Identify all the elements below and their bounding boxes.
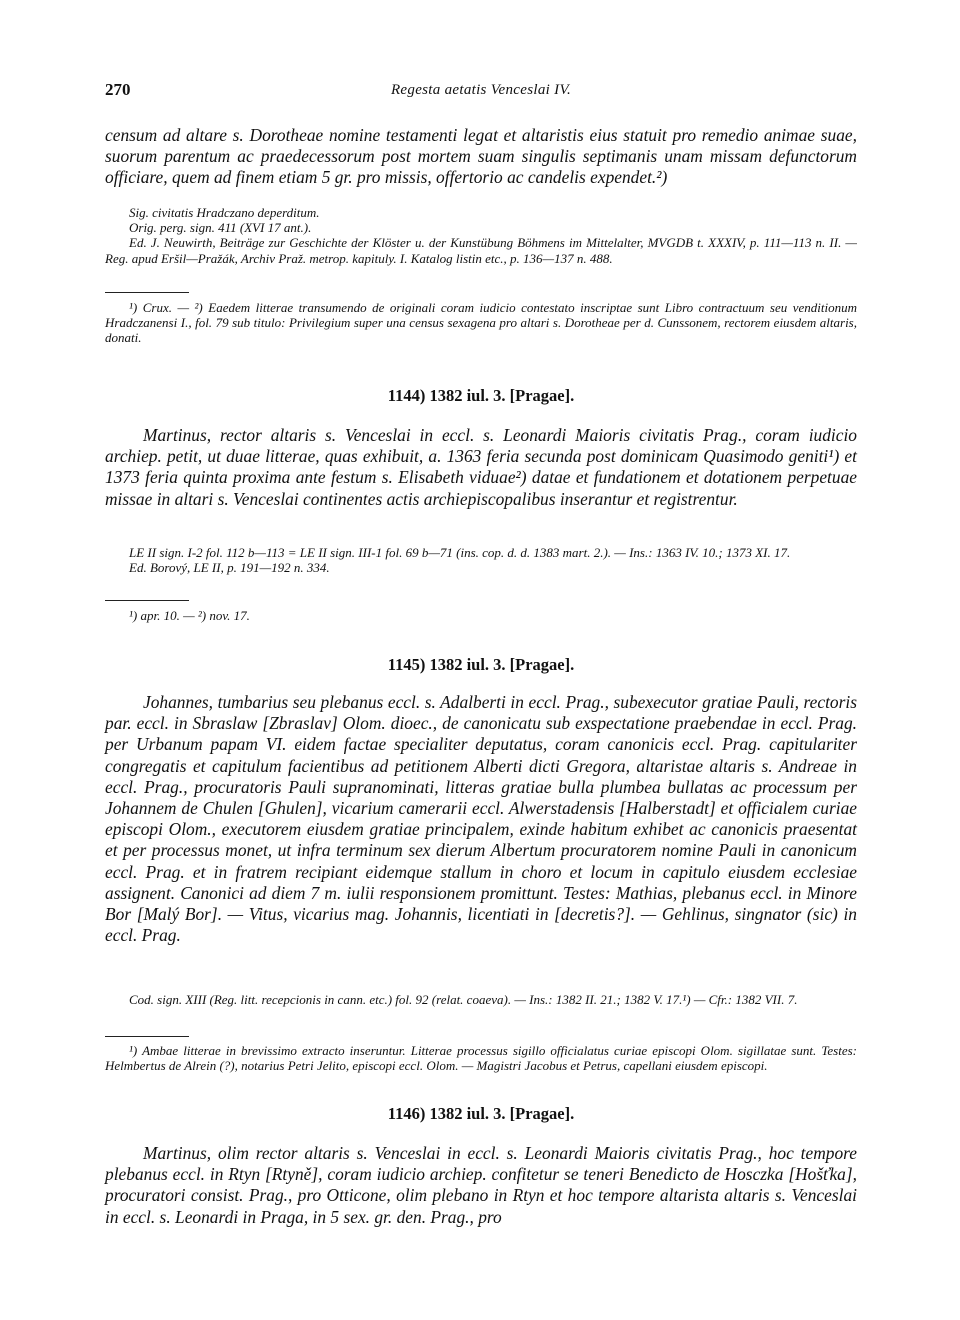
footnote-rule — [105, 600, 189, 601]
footnote-rule — [105, 292, 189, 293]
continuation-footnotes: ¹) Crux. — ²) Eaedem litterae transumendo de originali coram iudicio contestato inscriptae sunt Libro contractuum seu venditionum Hradczanensi I., fol. 79 sub titulo: Privilegium super una census sexagena pro altari s. Dorotheae per d. Cunssonem, rectorem eiusdem altaris, donati. — [105, 300, 857, 346]
entry-apparatus-1145 — [105, 992, 857, 1007]
entry-text-1145: Johannes, tumbarius seu plebanus eccl. s. Adalberti in eccl. Prag., subexecutor gratiae Pauli, rectoris par. eccl. in Sbraslaw [Zbraslav] Olom. dioec., de canonicatu sub exspectatione praebendae in eccl. Prag. per Urbanum papam VI. eidem factae specialiter deputatus, coram canonicis eccl. Prag. capitulariter congregatis et capitulum facientibus ad petitionem Alberti dicti Gregora, altaristae altaris s. Andreae in eccl. Prag., procuratoris Pauli supranominati, litteras gratiae bulla plumbea bullatas ac processum per Johannem de Chulen [Ghulen], vicarium camerarii eccl. Alwerstadensis [Halberstadt] et officialem curiae episcopi Olom., executorem eiusdem gratiae principalem, exinde habitum exhibet ac canonicis praesentat et per processus monet, ut infra terminum sex dierum Albertum procuratorem nomine Pauli in canonicum eccl. Prag. et in fratrem recipiant eidemque stallum in choro et locum in capitulo eiusdem ecclesiae assignent. Canonici ad diem 7 m. iulii responsionem promittunt. Testes: Mathias, plebanus eccl. in Minore Bor [Malý Bor]. — Vitus, vicarius mag. Johannis, licentiati in [decretis?]. — Gehlinus, singnator (sic) in eccl. Prag. — [105, 692, 857, 946]
apparatus-line: Cod. sign. XIII (Reg. litt. recepcionis in cann. etc.) fol. 92 (relat. coaeva). — Ins.: 1382 II. 21.; 1382 V. 17.¹) — Cfr.: 1382 VII. 7. — [129, 992, 798, 1007]
entry-heading-1145: 1145) 1382 iul. 3. [Pragae]. — [387, 655, 575, 674]
entry-footnotes-1144: ¹) apr. 10. — ²) nov. 17. — [129, 608, 250, 623]
apparatus-line: Ed. J. Neuwirth, Beiträge zur Geschichte der Klöster u. der Kunstübung Böhmens im Mittelalter, MVGDB t. XXXIV, p. 111—113 n. II. — Reg. apud Eršil—Pražák, Archiv Praž. metrop. kapituly. I. Katalog listin etc., p. 136—137 n. 488. — [105, 235, 857, 266]
entry-apparatus-1144 — [105, 545, 857, 575]
page-number: 270 — [105, 80, 131, 99]
continuation-text: censum ad altare s. Dorotheae nomine testamenti legat et altaristis eius statuit pro remedio animae suae, suorum parentum ac praedecessorum post mortem suam singulis septimanis unam missam defunctorum officiare, quem ad finem etiam 5 gr. pro missis, offertorio ac candelis expendet.²) — [105, 125, 857, 188]
apparatus-line: Orig. perg. sign. 411 (XVI 17 ant.). — [129, 220, 312, 236]
apparatus-line: LE II sign. I-2 fol. 112 b—113 = LE II sign. III-1 fol. 69 b—71 (ins. cop. d. d. 1383 mart. 2.). — Ins.: 1363 IV. 10.; 1373 XI. 17. — [129, 545, 791, 560]
entry-text-1146: Martinus, olim rector altaris s. Venceslai in eccl. s. Leonardi Maioris civitatis Prag., hoc tempore plebanus eccl. in Rtyn [Rtyně], coram iudicio archiep. confitetur se teneri Benedicto de Hosczka [Hošťka], procuratori consist. Prag., pro Otticone, olim plebano in Rtyn et hoc tempore altarista altaris s. Venceslai in eccl. s. Leonardi in Praga, in 5 sex. gr. den. Prag., pro — [105, 1143, 857, 1227]
entry-heading-1146: 1146) 1382 iul. 3. [Pragae]. — [387, 1104, 575, 1123]
continuation-apparatus — [105, 205, 857, 266]
entry-footnotes-1145: ¹) Ambae litterae in brevissimo extracto inseruntur. Litterae processus sigillo officialatus curiae episcopi Olom. sigillatae sunt. Testes: Helmbertus de Alrein (?), notarius Petri Jelito, episcopi eccl. Olom. — Magistri Jacobus et Petrus, capellani eiusdem episcopi. — [105, 1043, 857, 1074]
entry-text-1144: Martinus, rector altaris s. Venceslai in eccl. s. Leonardi Maioris civitatis Prag., coram iudicio archiep. petit, ut duae litterae, quas exhibuit, a. 1363 feria secunda post dominicam Quasimodo geniti¹) et 1373 feria quinta proxima ante festum s. Elisabeth viduae²) datae et fundationem et dotationem perpetuae missae in altari s. Venceslai continentes actis archiepiscopalibus inserantur et registrentur. — [105, 425, 857, 509]
running-title: Regesta aetatis Venceslai IV. — [390, 82, 572, 98]
page-header — [105, 80, 857, 106]
apparatus-line: Sig. civitatis Hradczano deperditum. — [129, 205, 320, 220]
apparatus-line: Ed. Borový, LE II, p. 191—192 n. 334. — [129, 560, 330, 576]
footnote-rule — [105, 1036, 189, 1037]
entry-heading-1144: 1144) 1382 iul. 3. [Pragae]. — [387, 386, 575, 405]
